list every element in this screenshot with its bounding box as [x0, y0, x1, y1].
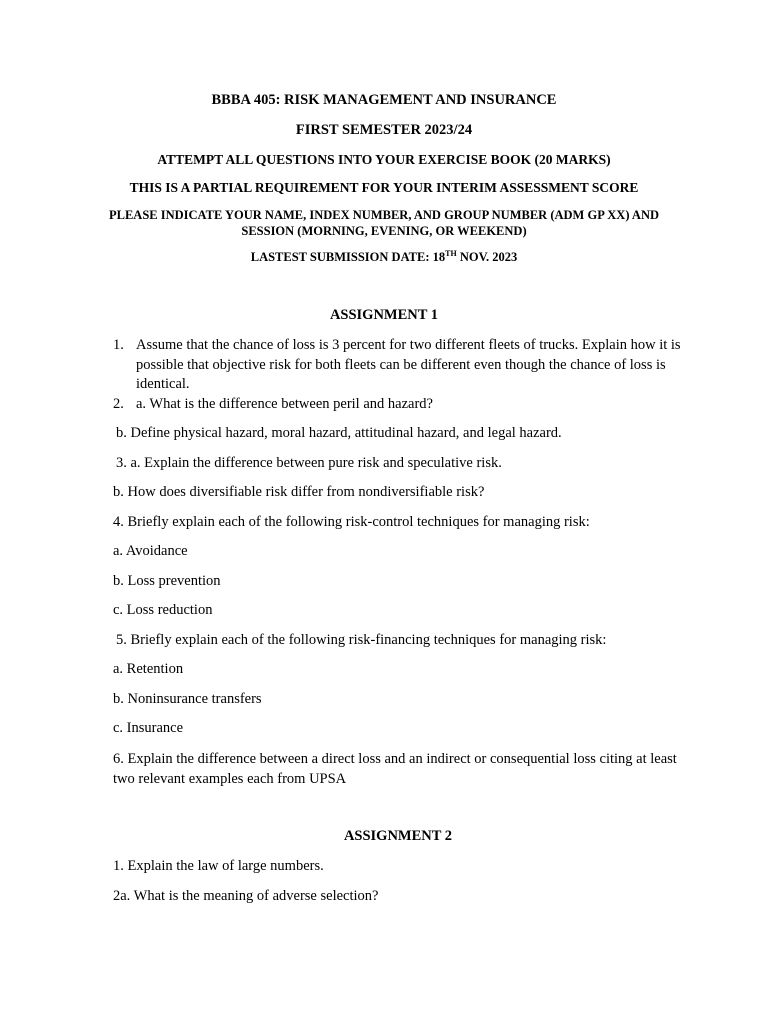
question-5a: a. Retention [113, 661, 184, 677]
deadline-suffix: NOV. 2023 [456, 250, 518, 264]
question-6: 6. Explain the difference between a direct loss and an indirect or consequential loss citing at least two relevant examples each from UPSA [113, 751, 677, 787]
submission-deadline [0, 250, 768, 265]
question-3a: 3. a. Explain the difference between pure risk and speculative risk. [116, 455, 502, 471]
question-1-text: Assume that the chance of loss is 3 percent for two different fleets of trucks. Explain how it is possible that objective risk for both fleets can be different even though the chance of loss is identical. [136, 337, 681, 392]
question-2-number: 2. [113, 396, 124, 412]
question-4: 4. Briefly explain each of the following risk-control techniques for managing risk: [113, 514, 590, 530]
question-2-text: a. What is the difference between peril and hazard? [136, 396, 433, 412]
question-4c: c. Loss reduction [113, 602, 213, 618]
question-5: 5. Briefly explain each of the following risk-financing techniques for managing risk: [116, 632, 607, 648]
question-1-number: 1. [113, 337, 124, 353]
indicate-heading: PLEASE INDICATE YOUR NAME, INDEX NUMBER, AND GROUP NUMBER (ADM GP XX) AND SESSION (MORNING, EVENING, OR WEEKEND) [108, 208, 659, 238]
semester-title: FIRST SEMESTER 2023/24 [295, 122, 473, 138]
instruction-heading: ATTEMPT ALL QUESTIONS INTO YOUR EXERCISE BOOK (20 MARKS) [157, 152, 611, 167]
question-2 [113, 395, 683, 415]
question-1 [113, 336, 683, 395]
deadline-prefix: LASTEST SUBMISSION DATE: 18 [250, 250, 446, 264]
question-3b: b. How does diversifiable risk differ from nondiversifiable risk? [113, 484, 485, 500]
deadline-superscript: TH [445, 249, 457, 258]
assignment-1-title: ASSIGNMENT 1 [329, 307, 439, 323]
question-5c: c. Insurance [113, 720, 184, 736]
question-2b: b. Define physical hazard, moral hazard, attitudinal hazard, and legal hazard. [116, 425, 562, 441]
assignment-2-title: ASSIGNMENT 2 [343, 828, 453, 844]
question-5b: b. Noninsurance transfers [113, 691, 262, 707]
question-4a: a. Avoidance [113, 543, 188, 559]
assignment-2-question-1: 1. Explain the law of large numbers. [113, 858, 324, 874]
course-title: BBBA 405: RISK MANAGEMENT AND INSURANCE [211, 92, 557, 108]
assignment-2-question-2a: 2a. What is the meaning of adverse selection? [113, 888, 379, 904]
question-4b: b. Loss prevention [113, 573, 221, 589]
requirement-heading: THIS IS A PARTIAL REQUIREMENT FOR YOUR INTERIM ASSESSMENT SCORE [129, 180, 639, 195]
